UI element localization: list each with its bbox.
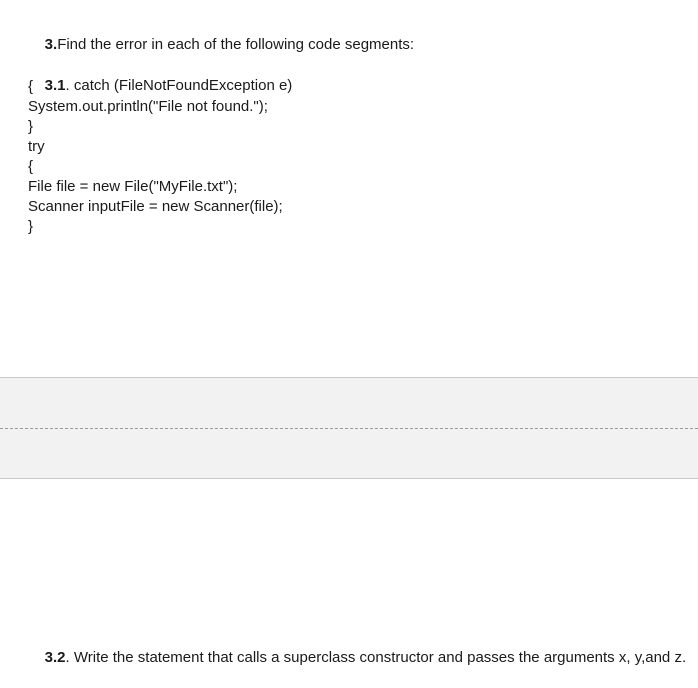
code-line: System.out.println("File not found."); <box>28 98 268 115</box>
item-3-2-text: . Write the statement that calls a superclass constructor and passes the arguments x, y,and z. <box>65 649 687 666</box>
item-3-1-heading-text: . catch (FileNotFoundException e) <box>65 77 293 94</box>
code-line: { <box>28 158 34 175</box>
code-line: { <box>28 78 34 95</box>
item-3-1-number: 3.1 <box>44 77 66 94</box>
question-3-text: Find the error in each of the following code segments: <box>57 36 415 53</box>
code-line: Scanner inputFile = new Scanner(file); <box>28 198 283 215</box>
code-line: File file = new File("MyFile.txt"); <box>28 178 238 195</box>
item-3-2-number: 3.2 <box>44 649 66 666</box>
code-line: } <box>28 218 34 235</box>
page-gap <box>0 377 698 479</box>
code-line: } <box>28 118 34 135</box>
question-3-number: 3. <box>44 36 58 53</box>
page-break-divider <box>0 428 698 429</box>
code-line: try <box>28 138 45 155</box>
item-3-2-heading <box>28 628 686 688</box>
